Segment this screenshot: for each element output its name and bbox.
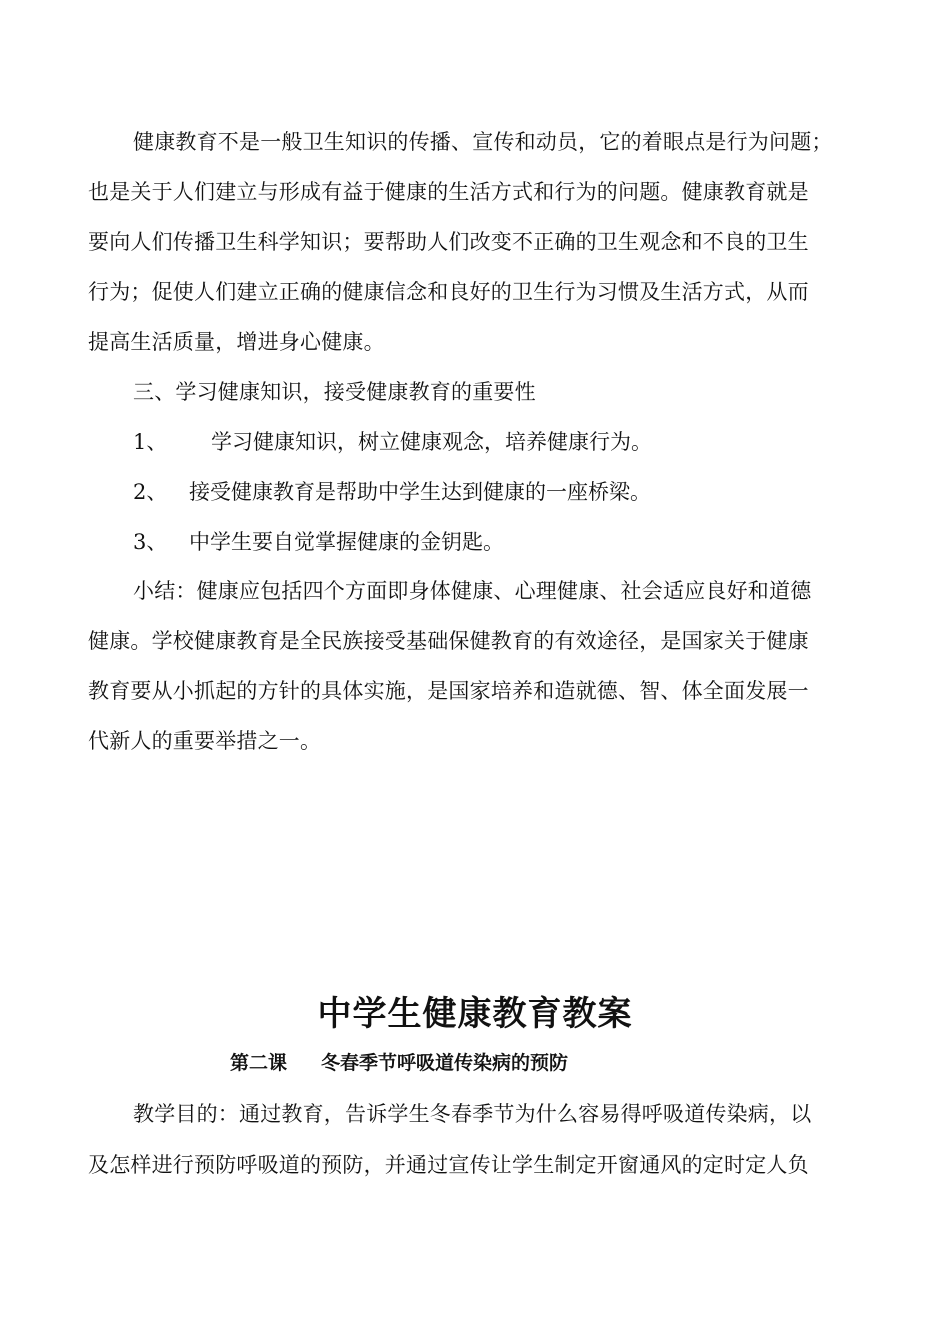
paragraph-line: 提高生活质量，增进身心健康。 <box>88 330 385 354</box>
document-title: 中学生健康教育教案 <box>317 994 633 1034</box>
list-item-text: 学习健康知识，树立健康观念，培养健康行为。 <box>211 430 652 454</box>
paragraph-line: 要向人们传播卫生科学知识；要帮助人们改变不正确的卫生观念和不良的卫生 <box>88 230 809 254</box>
summary-line: 小结：健康应包括四个方面即身体健康、心理健康、社会适应良好和道德 <box>133 579 812 603</box>
lesson-title: 冬春季节呼吸道传染病的预防 <box>321 1052 569 1074</box>
list-item-text: 中学生要自觉掌握健康的金钥匙。 <box>189 530 504 554</box>
paragraph-line: 行为；促使人们建立正确的健康信念和良好的卫生行为习惯及生活方式，从而 <box>88 280 809 304</box>
list-item-number: 1、 <box>133 430 168 454</box>
summary-line: 代新人的重要举措之一。 <box>88 729 322 753</box>
list-item-text: 接受健康教育是帮助中学生达到健康的一座桥梁。 <box>189 480 651 504</box>
objective-line: 及怎样进行预防呼吸道的预防，并通过宣传让学生制定开窗通风的定时定人负 <box>88 1153 809 1177</box>
list-item-number: 3、 <box>133 530 168 554</box>
lesson-number: 第二课 <box>230 1052 288 1074</box>
paragraph-line: 也是关于人们建立与形成有益于健康的生活方式和行为的问题。健康教育就是 <box>88 180 809 204</box>
lesson-subtitle <box>230 1051 568 1075</box>
section-heading: 三、学习健康知识，接受健康教育的重要性 <box>133 380 536 404</box>
paragraph-line: 健康教育不是一般卫生知识的传播、宣传和动员，它的着眼点是行为问题； <box>133 130 833 154</box>
summary-line: 健康。学校健康教育是全民族接受基础保健教育的有效途径，是国家关于健康 <box>88 629 809 653</box>
list-item-number: 2、 <box>133 480 168 504</box>
summary-line: 教育要从小抓起的方针的具体实施，是国家培养和造就德、智、体全面发展一 <box>88 679 809 703</box>
objective-line: 教学目的：通过教育，告诉学生冬春季节为什么容易得呼吸道传染病，以 <box>133 1102 812 1126</box>
